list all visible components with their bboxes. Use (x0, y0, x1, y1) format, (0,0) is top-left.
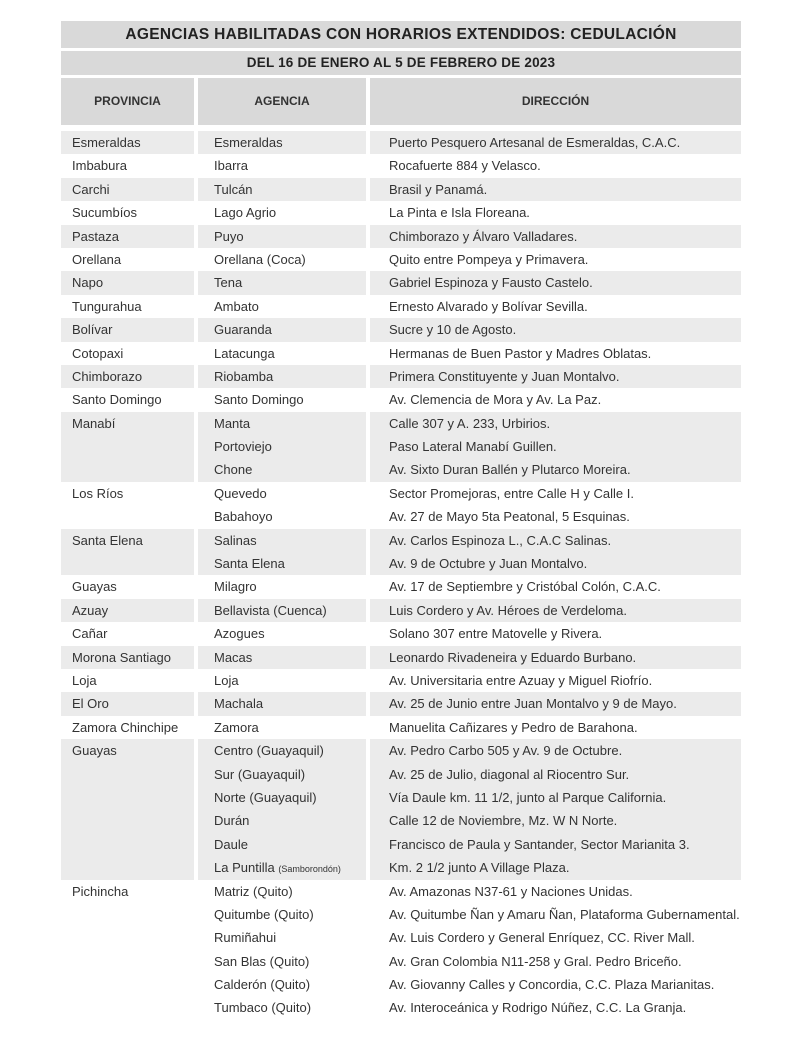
direccion-text: Av. Interoceánica y Rodrigo Núñez, C.C. La Granja. (389, 1000, 687, 1016)
agencia-name: Portoviejo (214, 439, 272, 455)
table-group (61, 529, 741, 576)
agencia-name: Chone (214, 462, 253, 478)
table-group (61, 248, 741, 271)
agencia-cell (198, 295, 366, 318)
header-agencia: AGENCIA (198, 78, 366, 125)
provincia-name: Guayas (72, 743, 117, 759)
provincia-name: Azuay (72, 602, 109, 618)
direccion-text: Av. Giovanny Calles y Concordia, C.C. Plaza Marianitas. (389, 977, 715, 993)
agencia-name: Lago Agrio (214, 205, 277, 221)
agencia-name: Tena (214, 275, 243, 291)
direccion-cell (370, 318, 741, 341)
agencia-name: Bellavista (Cuenca) (214, 602, 327, 618)
agencia-cell (198, 669, 366, 692)
provincia-cell (61, 880, 194, 1020)
provincia-name: Zamora Chinchipe (72, 719, 179, 735)
direccion-text: Av. Clemencia de Mora y Av. La Paz. (389, 392, 602, 408)
direccion-text: Hermanas de Buen Pastor y Madres Oblatas. (389, 345, 652, 361)
direccion-text: Calle 12 de Noviembre, Mz. W N Norte. (389, 813, 618, 829)
provincia-name: Cotopaxi (72, 345, 124, 361)
direccion-text: Puerto Pesquero Artesanal de Esmeraldas, C.A.C. (389, 135, 681, 150)
table-group (61, 575, 741, 598)
direccion-text: Manuelita Cañizares y Pedro de Barahona. (389, 719, 638, 735)
agencia-cell (198, 388, 366, 411)
provincia-name: Cañar (72, 626, 108, 642)
direccion-text: Vía Daule km. 11 1/2, junto al Parque California. (389, 789, 667, 805)
table-group (61, 669, 741, 692)
provincia-name: Santo Domingo (72, 392, 162, 408)
agencia-name: Macas (214, 649, 253, 665)
agencia-name: Santa Elena (214, 556, 285, 572)
provincia-cell (61, 692, 194, 715)
table-header (61, 78, 741, 125)
direccion-cell (370, 248, 741, 271)
table-group (61, 225, 741, 248)
direccion-cell (370, 716, 741, 739)
direccion-cell (370, 482, 741, 529)
provincia-cell (61, 295, 194, 318)
agencia-name: La Puntilla (Samborondón) (214, 860, 341, 876)
provincia-name: Guayas (72, 579, 117, 595)
provincia-name: Morona Santiago (72, 649, 172, 665)
agencia-cell (198, 271, 366, 294)
agencia-name: Norte (Guayaquil) (214, 789, 317, 805)
direccion-cell (370, 599, 741, 622)
agencia-name: Daule (214, 836, 248, 852)
agencia-name: Ibarra (214, 158, 248, 174)
agencia-cell (198, 575, 366, 598)
agencia-cell (198, 880, 366, 1020)
provincia-name: Tungurahua (72, 298, 142, 314)
agencia-name: Esmeraldas (214, 135, 283, 150)
agencia-name: Salinas (214, 532, 257, 548)
provincia-name: Carchi (72, 181, 110, 197)
provincia-name: Orellana (72, 251, 122, 267)
direccion-text: Av. 25 de Junio entre Juan Montalvo y 9 de Mayo. (389, 696, 677, 712)
direccion-cell (370, 646, 741, 669)
agencia-name: Orellana (Coca) (214, 251, 306, 267)
agencia-name: Manta (214, 415, 251, 431)
provincia-name: Los Ríos (72, 485, 124, 501)
agencia-cell (198, 599, 366, 622)
agencia-cell (198, 529, 366, 576)
provincia-name: Esmeraldas (72, 135, 141, 150)
direccion-text: Quito entre Pompeya y Primavera. (389, 251, 589, 267)
provincia-cell (61, 529, 194, 576)
provincia-cell (61, 599, 194, 622)
agencia-name: Quitumbe (Quito) (214, 906, 314, 922)
direccion-text: Av. 25 de Julio, diagonal al Riocentro Sur. (389, 766, 630, 782)
provincia-cell (61, 248, 194, 271)
agencia-name: Durán (214, 813, 250, 829)
agencia-cell (198, 178, 366, 201)
provincia-cell (61, 365, 194, 388)
table-group (61, 154, 741, 177)
direccion-cell (370, 880, 741, 1020)
agencia-cell (198, 646, 366, 669)
table-group (61, 599, 741, 622)
direccion-text: Av. Pedro Carbo 505 y Av. 9 de Octubre. (389, 743, 623, 759)
direccion-cell (370, 131, 741, 154)
table-group (61, 201, 741, 224)
agencia-name: Babahoyo (214, 509, 273, 525)
table-group (61, 318, 741, 341)
table-group (61, 365, 741, 388)
agencia-cell (198, 201, 366, 224)
agencia-name: Loja (214, 672, 239, 688)
direccion-text: Sector Promejoras, entre Calle H y Calle I. (389, 485, 634, 501)
provincia-name: Chimborazo (72, 368, 143, 384)
direccion-text: Paso Lateral Manabí Guillen. (389, 439, 557, 455)
header-provincia: PROVINCIA (61, 78, 194, 125)
table-group (61, 739, 741, 879)
agencia-cell (198, 622, 366, 645)
provincia-cell (61, 201, 194, 224)
table-group (61, 482, 741, 529)
provincia-cell (61, 154, 194, 177)
table-group (61, 178, 741, 201)
table-body (61, 131, 741, 1020)
agencia-name: Milagro (214, 579, 257, 595)
direccion-cell (370, 669, 741, 692)
provincia-cell (61, 318, 194, 341)
direccion-text: Gabriel Espinoza y Fausto Castelo. (389, 275, 593, 291)
agencia-cell (198, 716, 366, 739)
direccion-text: Av. Universitaria entre Azuay y Miguel Riofrío. (389, 672, 653, 688)
provincia-cell (61, 225, 194, 248)
agencia-cell (198, 365, 366, 388)
direccion-cell (370, 201, 741, 224)
agencia-cell (198, 318, 366, 341)
provincia-name: Manabí (72, 415, 116, 431)
agencia-cell (198, 692, 366, 715)
provincia-cell (61, 412, 194, 482)
direccion-text: Francisco de Paula y Santander, Sector Marianita 3. (389, 836, 690, 852)
table-group (61, 622, 741, 645)
provincia-cell (61, 342, 194, 365)
agencia-name: Ambato (214, 298, 259, 314)
table-group (61, 880, 741, 1020)
agencia-cell (198, 225, 366, 248)
provincia-cell (61, 482, 194, 529)
table-group (61, 646, 741, 669)
direccion-text: Luis Cordero y Av. Héroes de Verdeloma. (389, 602, 627, 618)
provincia-cell (61, 575, 194, 598)
agencia-name: Machala (214, 696, 264, 712)
agencia-name: San Blas (Quito) (214, 953, 310, 969)
agencia-name: Quevedo (214, 485, 267, 501)
agencia-cell (198, 248, 366, 271)
provincia-name: Pastaza (72, 228, 119, 244)
direccion-text: Chimborazo y Álvaro Valladares. (389, 228, 578, 244)
direccion-cell (370, 154, 741, 177)
direccion-cell (370, 342, 741, 365)
provincia-cell (61, 131, 194, 154)
direccion-text: Primera Constituyente y Juan Montalvo. (389, 368, 620, 384)
agencia-cell (198, 342, 366, 365)
agencia-name: Rumiñahui (214, 930, 277, 946)
direccion-text: Leonardo Rivadeneira y Eduardo Burbano. (389, 649, 637, 665)
provincia-cell (61, 271, 194, 294)
agencia-name: Matriz (Quito) (214, 883, 293, 899)
direccion-cell (370, 529, 741, 576)
agencia-cell (198, 739, 366, 879)
table-group (61, 342, 741, 365)
table-group (61, 692, 741, 715)
provincia-name: Sucumbíos (72, 205, 138, 221)
direccion-text: Sucre y 10 de Agosto. (389, 322, 517, 338)
agencia-name: Centro (Guayaquil) (214, 743, 324, 759)
provincia-cell (61, 669, 194, 692)
agencia-cell (198, 154, 366, 177)
direccion-cell (370, 388, 741, 411)
direccion-text: Av. Luis Cordero y General Enríquez, CC. River Mall. (389, 930, 695, 946)
direccion-text: Brasil y Panamá. (389, 181, 488, 197)
provincia-name: Loja (72, 672, 97, 688)
provincia-cell (61, 716, 194, 739)
direccion-text: Av. Quitumbe Ñan y Amaru Ñan, Plataforma Gubernamental. (389, 906, 740, 922)
agencia-name: Riobamba (214, 368, 274, 384)
agencia-cell (198, 131, 366, 154)
agencia-name: Tulcán (214, 181, 253, 197)
agencia-name: Guaranda (214, 322, 272, 338)
table-group (61, 295, 741, 318)
table-group (61, 271, 741, 294)
table-group (61, 388, 741, 411)
direccion-cell (370, 622, 741, 645)
direccion-cell (370, 412, 741, 482)
table-group (61, 716, 741, 739)
provincia-name: Napo (72, 275, 104, 291)
agencia-name: Zamora (214, 719, 259, 735)
table-group (61, 412, 741, 482)
direccion-text: Av. Sixto Duran Ballén y Plutarco Moreira. (389, 462, 631, 478)
agencia-cell (198, 482, 366, 529)
direccion-cell (370, 365, 741, 388)
direccion-text: Av. 9 de Octubre y Juan Montalvo. (389, 556, 588, 572)
document-subtitle: DEL 16 DE ENERO AL 5 DE FEBRERO DE 2023 (61, 51, 741, 75)
provincia-cell (61, 388, 194, 411)
agencia-name: Latacunga (214, 345, 275, 361)
direccion-text: Av. Amazonas N37-61 y Naciones Unidas. (389, 883, 633, 899)
provincia-cell (61, 178, 194, 201)
direccion-cell (370, 178, 741, 201)
direccion-cell (370, 225, 741, 248)
agencia-cell (198, 412, 366, 482)
provincia-cell (61, 739, 194, 879)
direccion-cell (370, 295, 741, 318)
direccion-text: Calle 307 y A. 233, Urbirios. (389, 415, 551, 431)
direccion-text: Ernesto Alvarado y Bolívar Sevilla. (389, 298, 588, 314)
header-direccion: DIRECCIÓN (370, 78, 741, 125)
direccion-text: Solano 307 entre Matovelle y Rivera. (389, 626, 603, 642)
direccion-text: Av. 27 de Mayo 5ta Peatonal, 5 Esquinas. (389, 509, 630, 525)
direccion-text: Av. 17 de Septiembre y Cristóbal Colón, C.A.C. (389, 579, 661, 595)
direccion-text: Km. 2 1/2 junto A Village Plaza. (389, 860, 570, 876)
provincia-name: Imbabura (72, 158, 127, 174)
agencia-note: (Samborondón) (278, 864, 341, 875)
direccion-cell (370, 271, 741, 294)
provincia-name: Bolívar (72, 322, 113, 338)
provincia-name: Pichincha (72, 883, 129, 899)
agencia-name: Calderón (Quito) (214, 977, 311, 993)
provincia-name: Santa Elena (72, 532, 143, 548)
agencia-name: Azogues (214, 626, 265, 642)
table-group (61, 131, 741, 154)
direccion-cell (370, 739, 741, 879)
document (61, 21, 741, 1020)
agencia-name: Puyo (214, 228, 244, 244)
direccion-text: La Pinta e Isla Floreana. (389, 205, 530, 221)
direccion-cell (370, 692, 741, 715)
agencia-name: Santo Domingo (214, 392, 304, 408)
direccion-cell (370, 575, 741, 598)
provincia-name: El Oro (72, 696, 109, 712)
agencia-name: Sur (Guayaquil) (214, 766, 306, 782)
direccion-text: Rocafuerte 884 y Velasco. (389, 158, 541, 174)
agencia-name: Tumbaco (Quito) (214, 1000, 312, 1016)
provincia-cell (61, 622, 194, 645)
direccion-text: Av. Gran Colombia N11-258 y Gral. Pedro Briceño. (389, 953, 682, 969)
provincia-cell (61, 646, 194, 669)
document-title: AGENCIAS HABILITADAS CON HORARIOS EXTENDIDOS: CEDULACIÓN (61, 21, 741, 48)
direccion-text: Av. Carlos Espinoza L., C.A.C Salinas. (389, 532, 612, 548)
